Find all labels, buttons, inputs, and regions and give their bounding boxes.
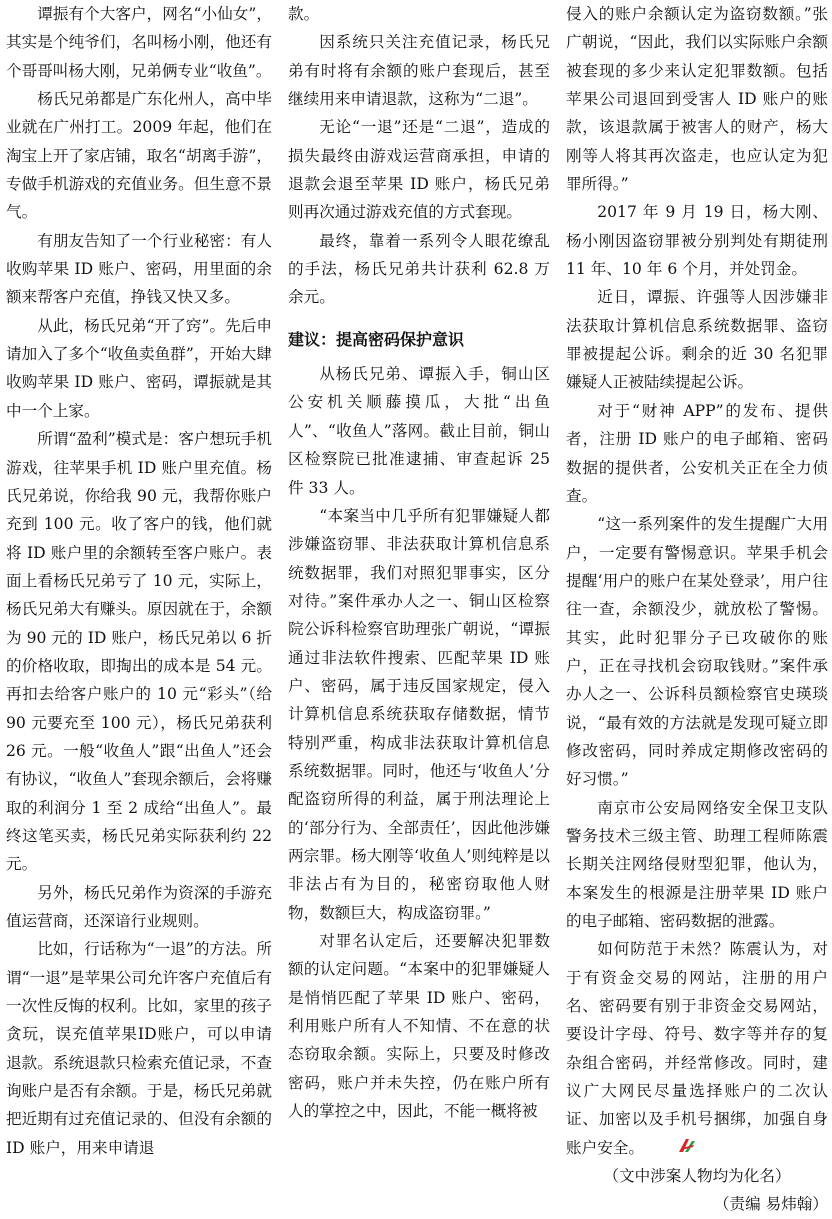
paragraph: “本案当中几乎所有犯罪嫌疑人都涉嫌盗窃罪、非法获取计算机信息系统数据罪，我们对照犯罪事实，区分对待。”案件承办人之一、铜山区检察院公诉科检察官助理张广朝说，“谭振通过非法软件搜索、匹配苹果 ID 账户、密码，属于违反国家规定，侵入计算机信息系统获取存储数据，情节特别严重，构成非法获取计算机信息系统数据罪。同时，他还与‘收鱼人’分配盗窃所得的利益，属于刑法理论上的‘部分行为、全部责任’，因此他涉嫌两宗罪。杨大刚等‘收鱼人’则纯粹是以非法占有为目的，秘密窃取他人财物，数额巨大，构成盗窃罪。” (288, 506, 550, 922)
paragraph: 谭振有个大客户，网名“小仙女”，其实是个纯爷们，名叫杨小刚，他还有个哥哥叫杨大刚，兄弟俩专业“收鱼”。 (6, 5, 272, 80)
paragraph: 对罪名认定后，还要解决犯罪数额的认定问题。“本案中的犯罪嫌疑人是悄悄匹配了苹果 ID 账户、密码，利用账户所有人不知情、不在意的状态窃取余额。实际上，只要及时修改密码，账户并未失控，仍在账户所有人的掌控之中，因此，不能一概将被 (288, 932, 550, 1121)
paragraph: 另外，杨氏兄弟作为资深的手游充值运营商，还深谙行业规则。 (6, 883, 272, 930)
column-1 (6, 0, 272, 1162)
paragraph: 杨氏兄弟都是广东化州人，高中毕业就在广州打工。2009 年起，他们在淘宝上开了家店铺，取名“胡离手游”，专做手机游戏的充值业务。但生意不景气。 (6, 90, 272, 222)
paragraph: 南京市公安局网络安全保卫支队警务技术三级主管、助理工程师陈震长期关注网络侵财型犯罪，他认为，本案发生的根源是注册苹果 ID 账户的电子邮箱、密码数据的泄露。 (566, 798, 828, 930)
paragraph: 因系统只关注充值记录，杨氏兄弟有时将有余额的账户套现后，甚至继续用来申请退款，这称为“二退”。 (288, 33, 550, 109)
paragraph: 从杨氏兄弟、谭振入手，铜山区公安机关顺藤摸瓜，大批“出鱼人”、“收鱼人”落网。截止目前，铜山区检察院已批准逮捕、审查起诉 25 件 33 人。 (288, 365, 550, 497)
column-3 (566, 0, 828, 1219)
paragraph: “这一系列案件的发生提醒广大用户，一定要有警惕意识。苹果手机会提醒‘用户的账户在某处登录’，用户往往一查，余额没少，就放松了警惕。其实，此时犯罪分子已攻破你的账户，正在寻找机会窃取钱财。”案件承办人之一、公诉科员额检察官史瑛琰说，“最有效的方法就是发现可疑立即修改密码，同时养成定期修改密码的好习惯。” (566, 515, 828, 789)
paragraph: 所谓“盈利”模式是：客户想玩手机游戏，往苹果手机 ID 账户里充值。杨氏兄弟说，你给我 90 元，我帮你账户充到 100 元。收了客户的钱，他们就将 ID 账户里的余额转至客户账户。表面上看杨氏兄弟亏了 10 元，实际上，杨氏兄弟大有赚头。原因就在于，余额为 90 元的 ID 账户，杨氏兄弟以 6 折的价格收取，即掏出的成本是 54 元。再扣去给客户账户的 10 元“彩头”（给 90 元要充至 100 元），杨氏兄弟获利 26 元。一般“收鱼人”跟“出鱼人”还会有协议，“收鱼人”套现余额后，会将赚取的利润分 1 至 2 成给“出鱼人”。最终这笔买卖，杨氏兄弟实际获利约 22 元。 (6, 430, 272, 874)
paragraph-final (566, 935, 828, 1162)
paragraph: 对于“财神 APP”的发布、提供者，注册 ID 账户的电子邮箱、密码数据的提供者，公安机关正在全力侦查。 (566, 401, 828, 505)
final-paragraph-text: 如何防范于未然？陈震认为，对于有资金交易的网站，注册的用户名、密码要有别于非资金交易网站，要设计字母、符号、数字等并存的复杂组合密码，并经常修改。同时，建议广大网民尽量选择账户的二次认证、加密以及手机号捆绑，加强自身账户安全。 (566, 940, 828, 1157)
column-2 (288, 0, 550, 1125)
editor-credit: （责编 易炜翰） (713, 1195, 828, 1214)
paragraph-continuation: 侵入的账户余额认定为盗窃数额。”张广朝说，“因此，我们以实际账户余额被套现的多少来认定犯罪数额。包括苹果公司退回到受害人 ID 账户的账款，该退款属于被害人的财产，杨大刚等人将其再次盗走，也应认定为犯罪所得。” (566, 5, 828, 194)
section-heading: 建议：提高密码保护意识 (288, 329, 465, 349)
footnote: （文中涉案人物均为化名） (603, 1167, 791, 1186)
magazine-end-logo-icon (646, 1136, 666, 1156)
paragraph: 2017 年 9 月 19 日，杨大刚、杨小刚因盗窃罪被分别判处有期徒刑 11 年、10 年 6 个月，并处罚金。 (566, 203, 828, 279)
paragraph: 比如，行话称为“一退”的方法。所谓“一退”是苹果公司允许客户充值后有一次性反悔的权利。比如，家里的孩子贪玩，误充值苹果ID账户，可以申请退款。系统退款只检索充值记录，不查询账户是否有余额。于是，杨氏兄弟就把近期有过充值记录的、但没有余额的 ID 账户，用来申请退 (6, 940, 272, 1157)
paragraph: 最终，靠着一系列令人眼花缭乱的手法，杨氏兄弟共计获利 62.8 万余元。 (288, 231, 550, 307)
paragraph: 从此，杨氏兄弟“开了窍”。先后申请加入了多个“收鱼卖鱼群”，开始大肆收购苹果 ID 账户、密码，谭振就是其中一个上家。 (6, 316, 272, 420)
paragraph: 近日，谭振、许强等人因涉嫌非法获取计算机信息系统数据罪、盗窃罪被提起公诉。剩余的近 30 名犯罪嫌疑人正被陆续提起公诉。 (566, 288, 828, 392)
paragraph: 无论“一退”还是“二退”，造成的损失最终由游戏运营商承担，申请的退款会退至苹果 ID 账户，杨氏兄弟则再次通过游戏充值的方式套现。 (288, 118, 550, 222)
paragraph: 有朋友告知了一个行业秘密：有人收购苹果 ID 账户、密码，用里面的余额来帮客户充值，挣钱又快又多。 (6, 231, 272, 307)
paragraph-continuation: 款。 (288, 5, 320, 23)
